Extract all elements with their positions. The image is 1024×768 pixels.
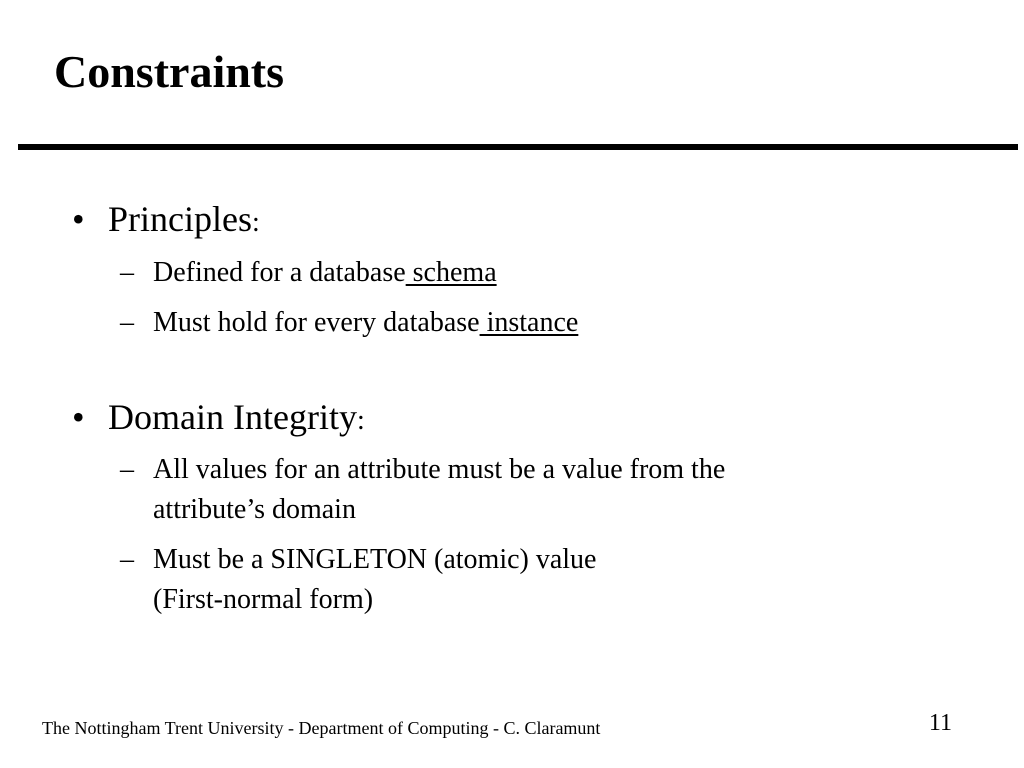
slide-title: Constraints	[54, 46, 285, 97]
title-divider	[18, 144, 1018, 150]
dash-icon: –	[120, 454, 134, 485]
bullet-domain-integrity	[72, 396, 365, 439]
dash-icon: –	[120, 544, 134, 575]
sub-item-instance	[120, 303, 578, 343]
bullet-icon: •	[72, 199, 85, 239]
underlined-term: instance	[479, 307, 579, 338]
dash-icon: –	[120, 307, 134, 338]
bullet-colon: :	[356, 405, 365, 436]
sub-item-text: Must hold for every database	[153, 307, 480, 338]
bullet-colon: :	[251, 207, 260, 238]
bullet-icon: •	[72, 397, 85, 437]
bullet-heading: Domain Integrity	[108, 397, 357, 437]
bullet-principles	[72, 198, 260, 241]
sub-item-line-1: All values for an attribute must be a value from the	[153, 454, 726, 485]
page-number: 11	[928, 710, 952, 736]
sub-item-line-2: attribute’s domain	[153, 494, 356, 525]
dash-icon: –	[120, 257, 134, 288]
sub-item-singleton	[120, 540, 597, 620]
bullet-heading: Principles	[108, 199, 252, 239]
sub-item-line-2: (First-normal form)	[153, 584, 374, 615]
sub-item-line-1: Must be a SINGLETON (atomic) value	[153, 544, 597, 575]
slide-footer: The Nottingham Trent University - Department of Computing - C. Claramunt	[42, 718, 601, 738]
sub-item-text: Defined for a database	[153, 257, 406, 288]
sub-item-schema	[120, 253, 497, 293]
underlined-term: schema	[405, 257, 497, 288]
sub-item-attribute-domain	[120, 450, 725, 530]
